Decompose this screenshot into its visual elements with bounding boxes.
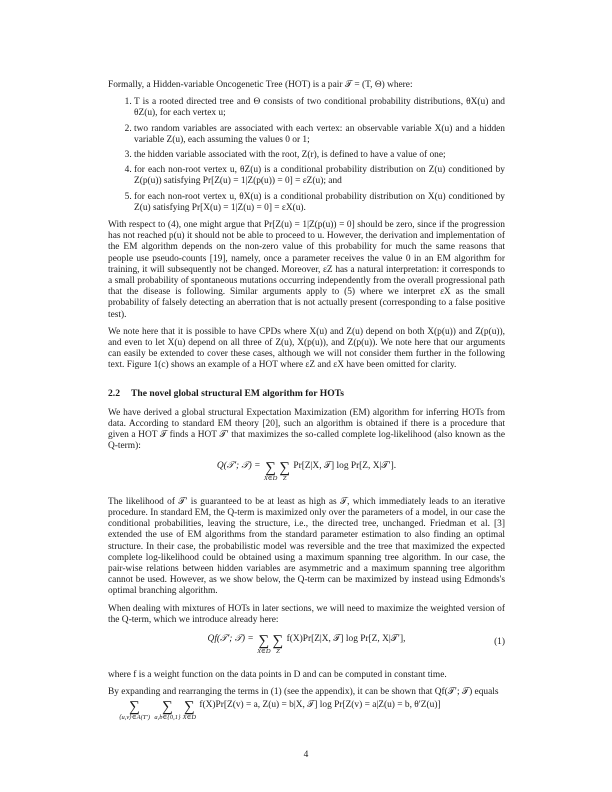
sum-operator: ∑ a,b∈{0,1} <box>154 699 181 722</box>
definition-item: 5. for each non-root vertex u, θX(u) is a conditional probability distribution on X(u) conditioned by Z(u) satisfying Pr[X(u) = 1|Z(u) = 0] = εX(u). <box>134 192 505 214</box>
paper-page <box>108 80 505 728</box>
section-title: The novel global structural EM algorithm for HOTs <box>131 387 344 399</box>
page-number: 4 <box>303 750 309 760</box>
sum-operator: ∑ Z <box>279 459 291 482</box>
intro-paragraph: Formally, a Hidden-variable Oncogenetic Tree (HOT) is a pair 𝒯 = (T, Θ) where: <box>108 80 413 90</box>
definition-item: 4. for each non-root vertex u, θZ(u) is a conditional probability distribution on Z(u) conditioned by Z(p(u)) satisfying Pr[Z(u) = 1|Z(p(u)) = 0] = εZ(u); and <box>134 165 505 187</box>
body-paragraph: By expanding and rearranging the terms in (1) (see the appendix), it can be shown that Qf(𝒯′; 𝒯) equals <box>108 687 499 698</box>
body-paragraph: The likelihood of 𝒯′ is guaranteed to be at least as high as 𝒯, which immediately leads to an iterative procedure. In standard EM, the Q-term is maximized only over the parameters of a model, in our case the conditional probabilities, leaving the structure, i.e., the directed tree, unchanged. Friedman et al. [3] extended the use of EM algorithms from the standard parameter estimation to also finding an optimal structure. In their case, the probabilistic model was reversible and the tree that maximized the expected complete log-likelihood could be obtained using a maximum spanning tree algorithm. In our case, the pair-wise relations between hidden variables are asymmetric and a maximum spanning tree algorithm cannot be used. However, as we show below, the Q-term can be maximized by instead using Edmonds's optimal branching algorithm. <box>108 496 505 597</box>
equation-lhs: Q(𝒯′; 𝒯) = <box>216 460 261 471</box>
equation-expanded <box>118 700 505 728</box>
definition-item: 2. two random variables are associated with each vertex: an observable variable X(u) and a hidden variable Z(u), each assuming the values 0 or 1; <box>134 124 505 146</box>
sum-operator: ∑ Z <box>272 632 284 655</box>
equation-1 <box>108 634 505 660</box>
sum-operator: ∑ X∈D <box>257 632 271 655</box>
definition-item: 1. T is a rooted directed tree and Θ consists of two conditional probability distributions, θX(u) and θZ(u), for each vertex u; <box>134 97 505 119</box>
section-number: 2.2 <box>108 387 120 399</box>
equation-lhs: Qf(𝒯′; 𝒯) = <box>207 633 254 644</box>
definition-list <box>108 97 505 214</box>
equation-q-term <box>108 461 505 487</box>
sum-operator: ∑ X∈D <box>263 459 278 482</box>
equation-number: (1) <box>494 636 505 647</box>
equation-rhs: Pr[Z|X, 𝒯] log Pr[Z, X|𝒯′]. <box>293 460 397 471</box>
definition-item: 3. the hidden variable associated with the root, Z(r), is defined to have a value of one; <box>134 150 505 161</box>
body-paragraph: We note here that it is possible to have CPDs where X(u) and Z(u) depend on both X(p(u)) and Z(p(u)), and even to let X(u) depend on all three of Z(u), X(p(u)), and Z(p(u)). We note here that our arguments can easily be extended to cover these cases, although we will not consider them further in the following text. Figure 1(c) shows an example of a HOT where εZ and εX have been omitted for clarity. <box>108 326 505 371</box>
body-paragraph: When dealing with mixtures of HOTs in later sections, we will need to maximize the weighted version of the Q-term, which we introduce already here: <box>108 603 505 625</box>
sum-operator: ∑ ⟨u,v⟩∈A(T′) <box>119 699 150 722</box>
equation-rhs: f(X)Pr[Z|X, 𝒯] log Pr[Z, X|𝒯′], <box>286 633 406 644</box>
sum-operator: ∑ X∈D <box>182 699 197 722</box>
body-paragraph: We have derived a global structural Expectation Maximization (EM) algorithm for inferring HOTs from data. According to standard EM theory [20], such an algorithm is obtained if there is a procedure that given a HOT 𝒯 finds a HOT 𝒯′ that maximizes the so-called complete log-likelihood (also known as the Q-term): <box>108 407 505 452</box>
body-paragraph: With respect to (4), one might argue that Pr[Z(u) = 1|Z(p(u)) = 0] should be zero, since if the progression has not reached p(u) it should not be able to proceed to u. However, the derivation and implementation of the EM algorithm depends on the non-zero value of this probability for much the same reasons that people use pseudo-counts [19], namely, once a parameter receives the value 0 in an EM algorithm for training, it will subsequently not be changed. Moreover, εZ has a natural interpretation: it corresponds to a small probability of spontaneous mutations occurring independently from the overall progressional path that the disease is following. Similar arguments apply to (5) where we interpret εX as the small probability of falsely detecting an aberration that is not actually present (corresponding to a false positive test). <box>108 220 505 320</box>
section-heading <box>108 388 505 399</box>
equation-rhs: f(X)Pr[Z(v) = a, Z(u) = b|X, 𝒯] log Pr[Z(v) = a|Z(u) = b, θ′Z(u)] <box>199 700 441 711</box>
body-paragraph: where f is a weight function on the data points in D and can be computed in constant time. <box>108 669 447 680</box>
